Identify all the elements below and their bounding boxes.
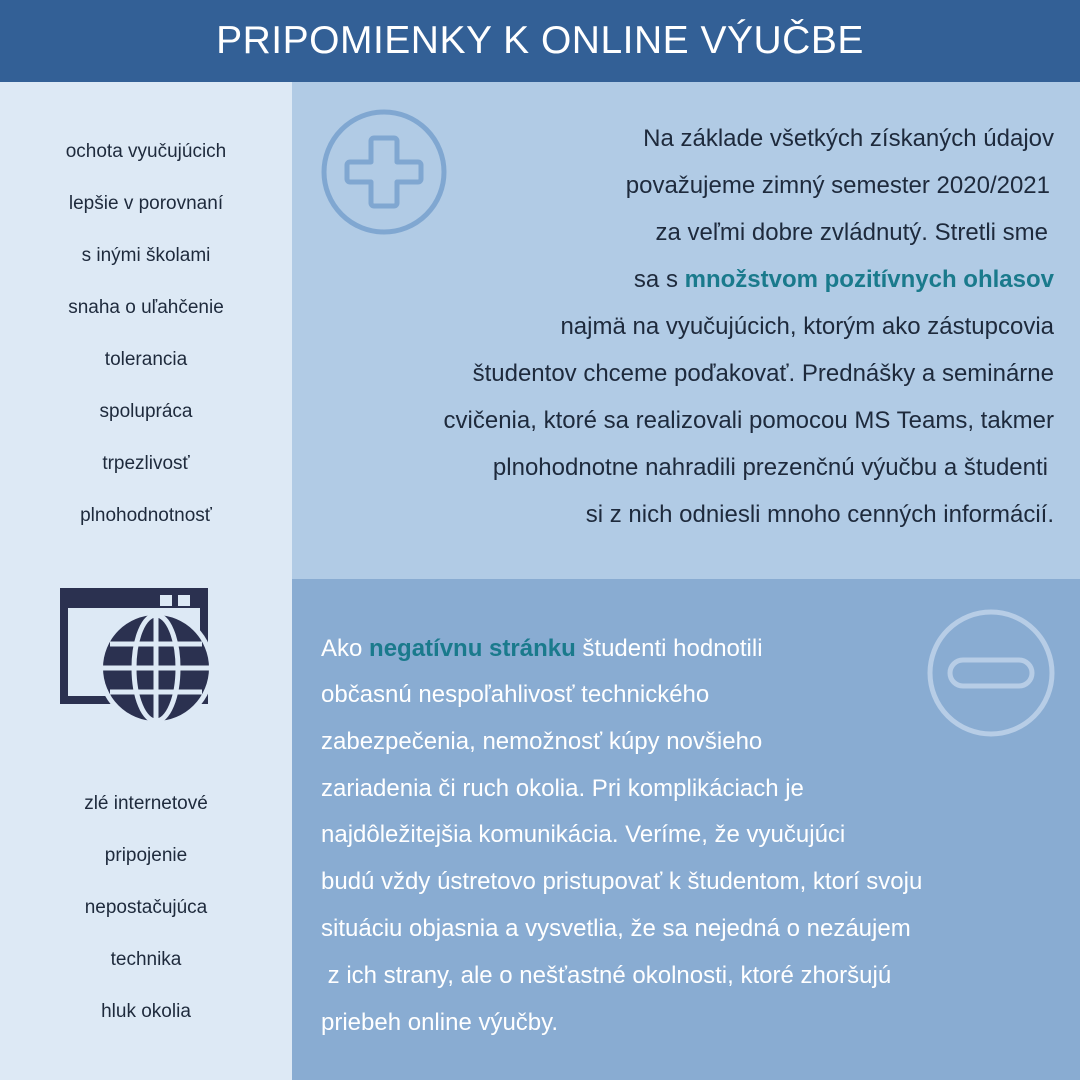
minus-circle-icon (926, 608, 1056, 738)
negative-keyword: hluk okolia (101, 1001, 191, 1022)
negative-keyword: nepostačujúca (84, 897, 208, 918)
positive-keyword: s inými školami (81, 245, 211, 266)
negative-text-line: zabezpečenia, nemožnosť kúpy novšieho (321, 728, 763, 755)
negative-text-line: občasnú nespoľahlivosť technického (321, 681, 710, 708)
negative-keyword: pripojenie (104, 845, 188, 866)
negative-text-line: situáciu objasnia a vysvetlia, že sa nejedná o nezáujem (321, 915, 911, 942)
page-title: PRIPOMIENKY K ONLINE VÝUČBE (216, 19, 864, 62)
positive-text-line: Na základe všetkých získaných údajov (643, 125, 1054, 152)
positive-text-line: plnohodnotne nahradili prezenčnú výučbu a študenti (492, 454, 1048, 481)
negative-text-line (321, 634, 1061, 664)
negative-text-line: najdôležitejšia komunikácia. Veríme, že vyučujúci (321, 821, 846, 848)
negative-text-prefix: Ako (321, 635, 370, 662)
positive-text-line: cvičenia, ktoré sa realizovali pomocou MS Teams, takmer (443, 407, 1054, 434)
browser-globe-icon (60, 588, 214, 723)
positive-text-line: najmä na vyučujúcich, ktorým ako zástupcovia (560, 313, 1054, 340)
positive-text-line: si z nich odniesli mnoho cenných informácií. (585, 501, 1054, 528)
keywords-column (0, 82, 292, 1080)
positive-keyword: spolupráca (99, 401, 193, 422)
negative-keyword: zlé internetové (84, 793, 208, 814)
positive-text-line (314, 265, 1054, 295)
positive-keyword: plnohodnotnosť (80, 505, 212, 526)
negative-highlight: negatívnu stránku (369, 635, 576, 662)
negative-text-line: priebeh online výučby. (321, 1009, 559, 1036)
positive-keyword: snaha o uľahčenie (68, 297, 224, 318)
positive-keyword: trpezlivosť (102, 453, 190, 474)
positive-highlight: množstvom pozitívnych ohlasov (684, 266, 1054, 293)
positive-text-line: za veľmi dobre zvládnutý. Stretli sme (655, 219, 1048, 246)
negative-text-line: zariadenia či ruch okolia. Pri komplikáciach je (321, 775, 804, 802)
positive-keyword: lepšie v porovnaní (68, 193, 224, 214)
positive-text-line: považujeme zimný semester 2020/2021 (625, 172, 1050, 199)
negative-keyword: technika (110, 949, 182, 970)
positive-keyword: ochota vyučujúcich (65, 141, 227, 162)
negative-text-line: z ich strany, ale o nešťastné okolnosti, ktoré zhoršujú (321, 962, 892, 989)
positive-keyword: tolerancia (104, 349, 188, 370)
negative-text-line: budú vždy ústretovo pristupovať k študentom, ktorí svoju (321, 868, 923, 895)
positive-text-prefix: sa s (633, 266, 685, 293)
positive-text-line: študentov chceme poďakovať. Prednášky a seminárne (472, 360, 1054, 387)
header-bar (0, 0, 1080, 82)
negative-text-suffix: študenti hodnotili (575, 635, 763, 662)
